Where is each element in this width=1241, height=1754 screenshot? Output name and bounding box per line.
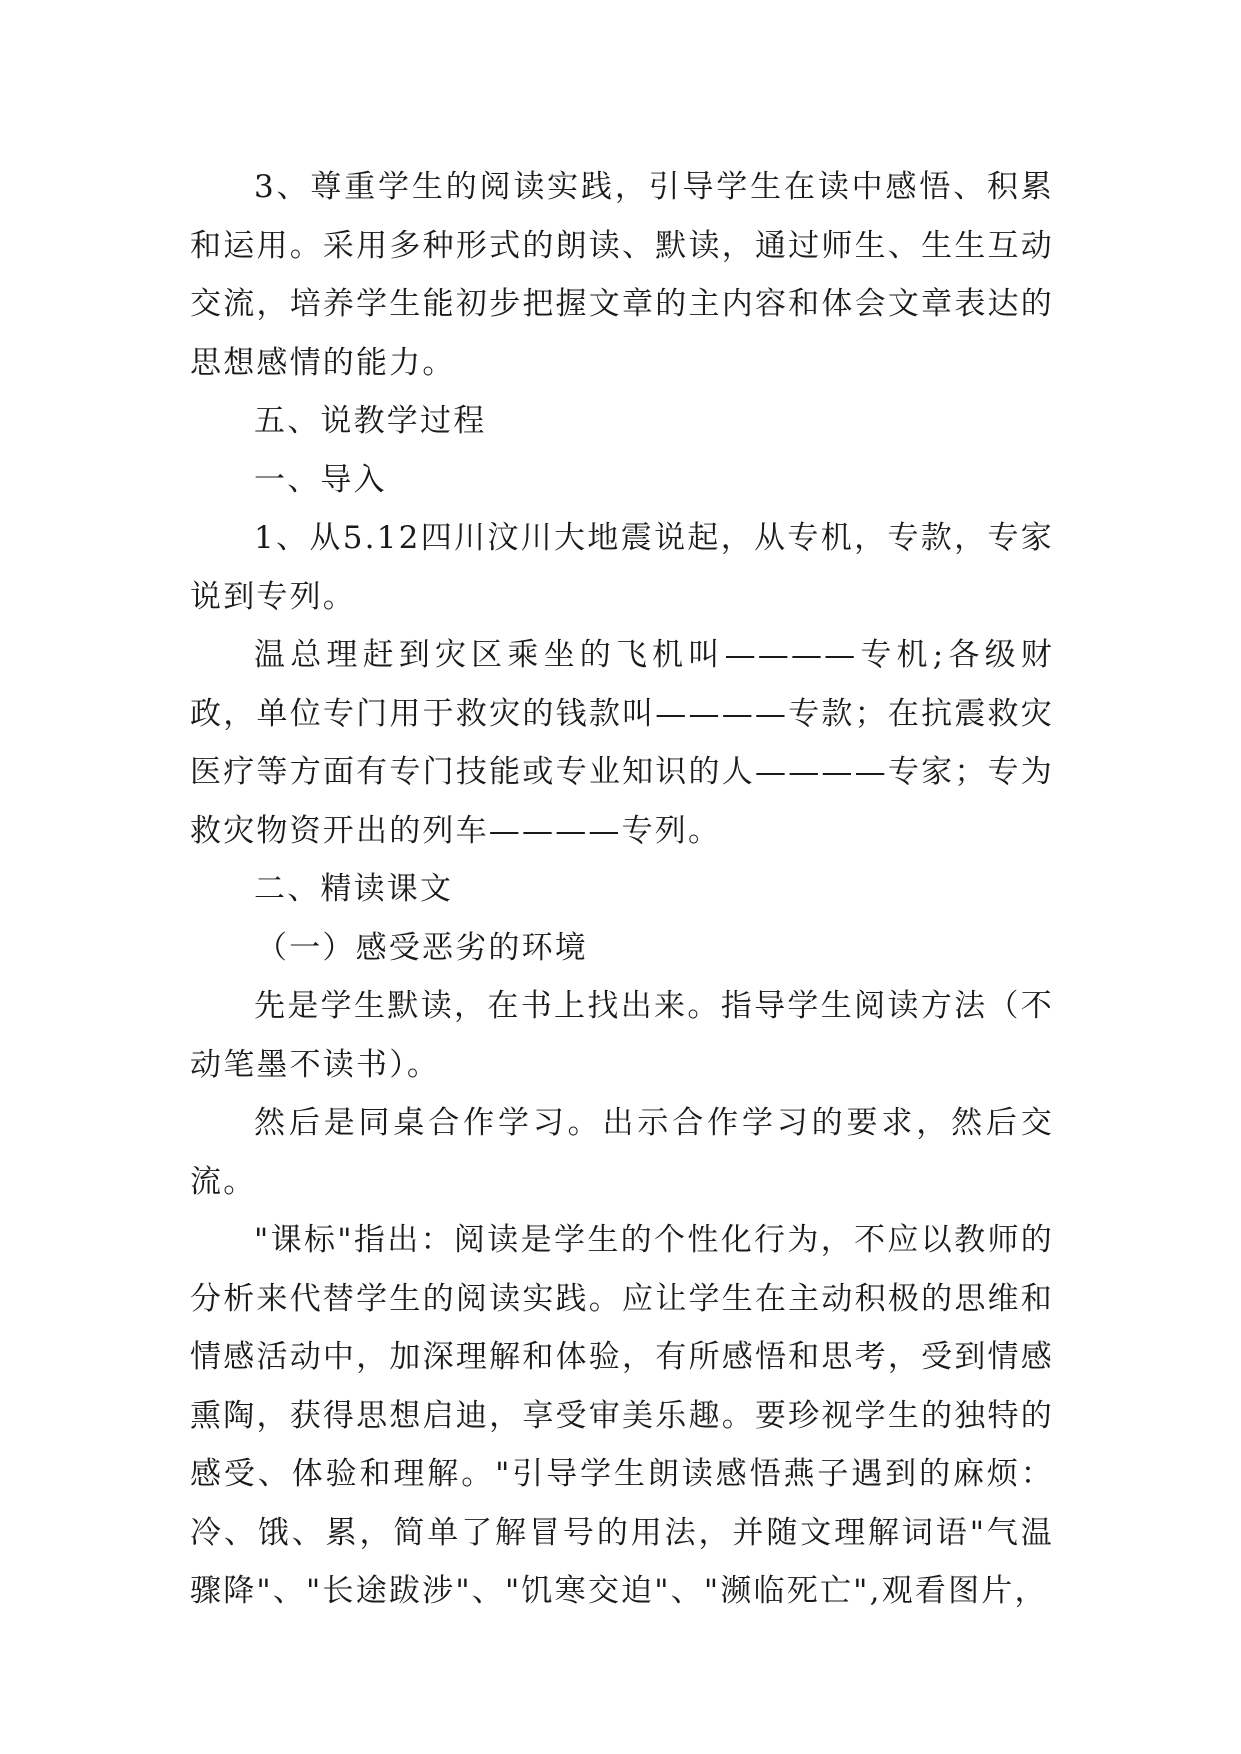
heading-teaching-process: 五、说教学过程 bbox=[254, 403, 487, 439]
paragraph-curriculum-standard: "课标"指出：阅读是学生的个性化行为，不应以教师的分析来代替学生的阅读实践。应让学生在主动积极的思维和情感活动中，加深理解和体验，有所感悟和思考，受到情感熏陶，获得思想启迪，享受审美乐趣。要珍视学生的独特的感受、体验和理解。"引导学生朗读感悟燕子遇到的麻烦：冷、饿、累，简单了解冒号的用法，并随文理解词语"气温骤降"、"长途跋涉"、"饥寒交迫"、"濒临死亡",观看图片， bbox=[190, 1222, 1054, 1609]
document-body bbox=[190, 158, 1054, 1621]
paragraph-intro-special-terms: 温总理赶到灾区乘坐的飞机叫————专机;各级财政，单位专门用于救灾的钱款叫————专款；在抗震救灾医疗等方面有专门技能或专业知识的人————专家；专为救灾物资开出的列车————专列。 bbox=[190, 637, 1054, 849]
heading-close-reading: 二、精读课文 bbox=[254, 871, 454, 907]
heading-harsh-environment: （一）感受恶劣的环境 bbox=[256, 929, 588, 966]
paragraph-intro-earthquake: 1、从5.12四川汶川大地震说起，从专机，专款，专家说到专列。 bbox=[190, 520, 1054, 615]
paragraph-silent-reading: 先是学生默读，在书上找出来。指导学生阅读方法（不动笔墨不读书）。 bbox=[190, 988, 1054, 1083]
heading-introduction: 一、导入 bbox=[254, 461, 387, 498]
paragraph-cooperative-learning: 然后是同桌合作学习。出示合作学习的要求，然后交流。 bbox=[190, 1105, 1054, 1200]
paragraph-teaching-goal-3: 3、尊重学生的阅读实践，引导学生在读中感悟、积累和运用。采用多种形式的朗读、默读，通过师生、生生互动交流，培养学生能初步把握文章的主内容和体会文章表达的思想感情的能力。 bbox=[190, 169, 1054, 381]
